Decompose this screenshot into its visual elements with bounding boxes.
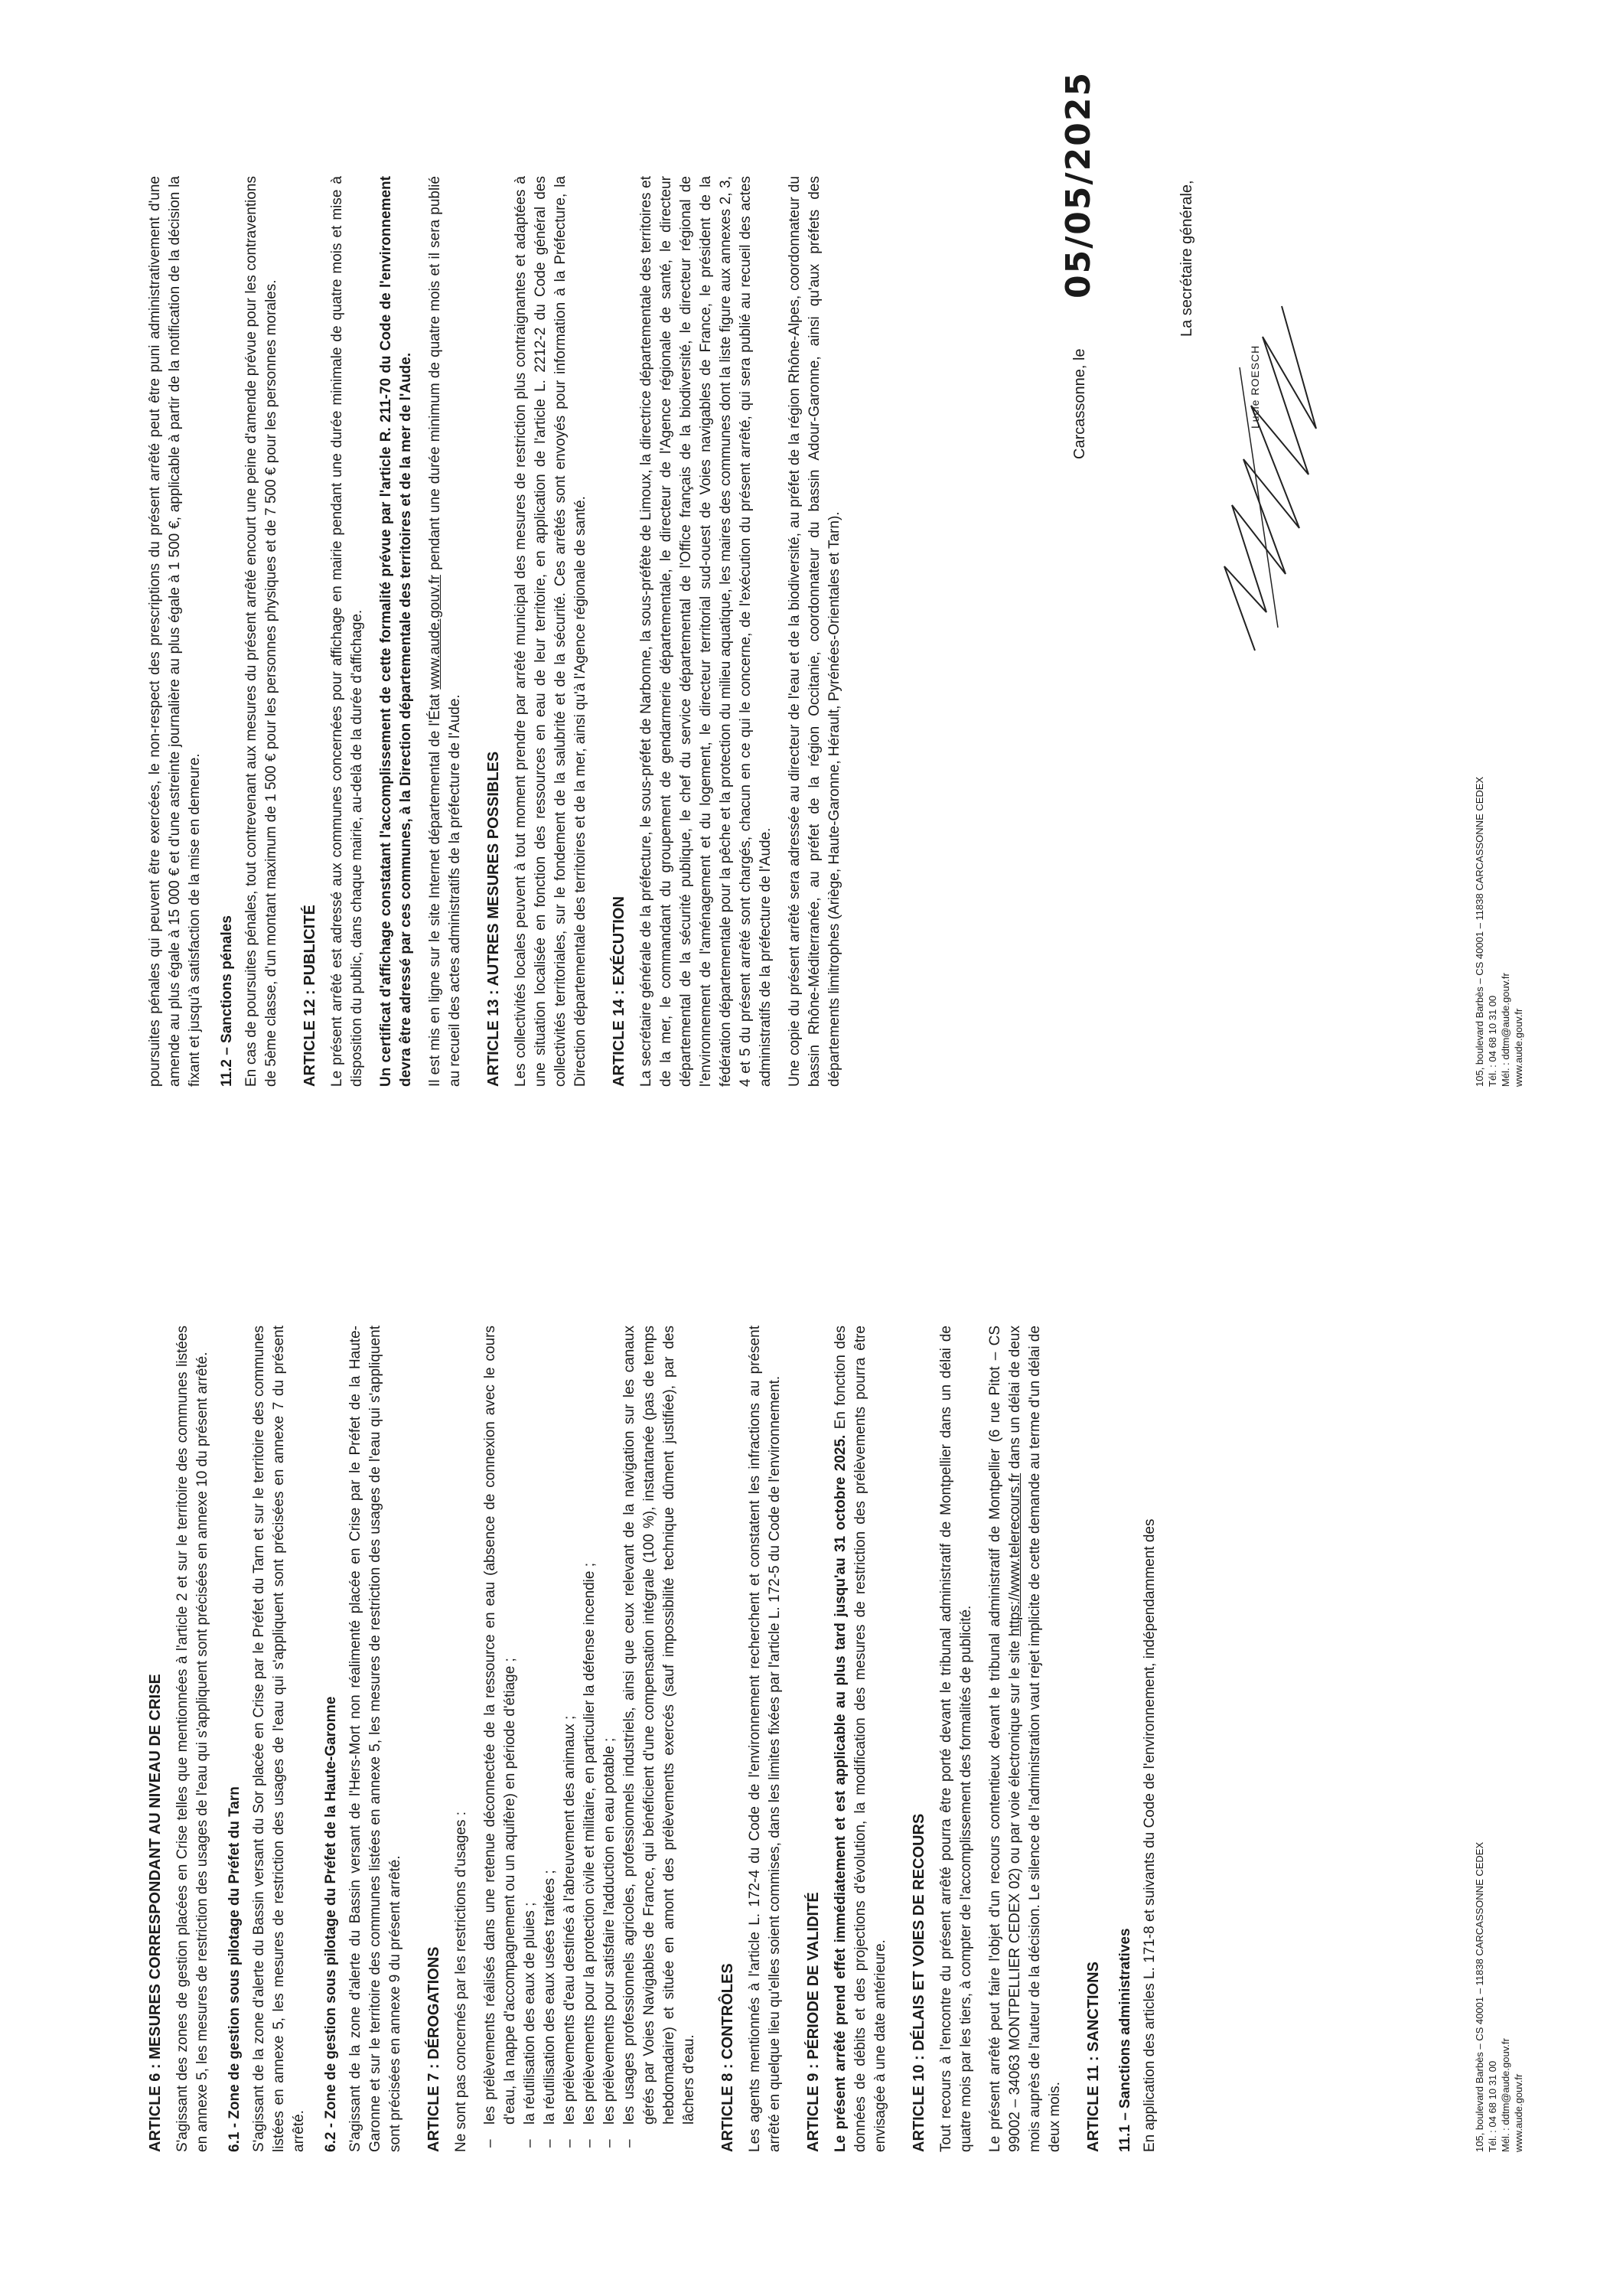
- right-column: [145, 176, 854, 1087]
- article-7-intro: Ne sont pas concernés par les restrictions d'usages :: [453, 1811, 469, 2152]
- footer-website-line: www.aude.gouv.fr: [1513, 1008, 1524, 1087]
- article-10-para-2-end: dans un délai de deux mois auprès de l'auteur de la décision. Le silence de l'administration vaut rejet implicite de cette demande au terme d'un délai de deux mois.: [1007, 1326, 1063, 2152]
- footer-email-line: Mél. : ddtm@aude.gouv.fr: [1500, 973, 1511, 1087]
- article-6-2-text: S'agissant de la zone d'alerte du Bassin versant de l'Hers-Mort non réalimenté placée en Crise par le Préfet de la Haute-Garonne et sur le territoire des communes listées en annexe 5, les mesures de restriction des usages de l'eau qui s'appliquent sont précisées en annexe 9 du présent arrêté.: [347, 1326, 403, 2152]
- article-11-title: ARTICLE 11 : SANCTIONS: [1085, 1962, 1102, 2152]
- list-item: – les prélèvements réalisés dans une retenue déconnectée de la ressource en eau (absence de connexion avec le cours d'eau, la nappe d'accompagnement ou un aquifère) en période d'étiage ;: [481, 1326, 520, 2125]
- article-9-detail: En fonction des données de débits et des projections d'évolution, la modification des mesures de restriction des prélèvements pourra être envisagée à une date antérieure.: [833, 1326, 888, 2152]
- article-10-title: ARTICLE 10 : DÉLAIS ET VOIES DE RECOURS: [911, 1813, 927, 2152]
- article-13-title: ARTICLE 13 : AUTRES MESURES POSSIBLES: [485, 751, 502, 1087]
- article-11-1-continuation: poursuites pénales qui peuvent être exercées, le non-respect des prescriptions du présent arrêté peut être puni administrativement d'une amende au plus égale à 15 000 € et d'une astreinte journalière au plus égale à 1 500 €, applicable à partir de la notification de la décision la fixant et jusqu'à satisfaction de la mise en demeure.: [147, 176, 203, 1087]
- derogations-list: [481, 1326, 699, 2152]
- article-9-bold: Le présent arrêté prend effet immédiatement et est applicable au plus tard jusqu'au 31 octobre 2025.: [833, 1434, 849, 2152]
- article-11-1-text: En application des articles L. 171-8 et suivants du Code de l'environnement, indépendamment des: [1142, 1518, 1158, 2152]
- footer-phone-line: Tél. : 04 68 10 31 00: [1487, 2060, 1498, 2152]
- article-14-title: ARTICLE 14 : EXÉCUTION: [611, 896, 627, 1087]
- article-6-2-title: 6.2 - Zone de gestion sous pilotage du Préfet de la Haute-Garonne: [323, 1696, 339, 2152]
- article-9-text: [831, 1326, 891, 2152]
- signature-place: Carcassonne, le: [1071, 348, 1088, 459]
- aude-gouv-link[interactable]: www.aude.gouv.fr: [427, 575, 443, 690]
- list-item: – la réutilisation des eaux usées traitées ;: [540, 1326, 560, 2125]
- list-item: – les prélèvements pour la protection civile et militaire, en particulier la défense incendie ;: [580, 1326, 600, 2125]
- article-14-para-1: La secrétaire générale de la préfecture, le sous-préfet de Narbonne, la sous-préfète de Limoux, la directrice départementale des territoires et de la mer, le commandant du groupement de gendarmerie départementale, le directeur de l'Agence régionale de santé, le directeur départemental de la sécurité publique, le chef du service départemental de l'Office français de la biodiversité, le directeur régional de l'environnement de l'aménagement et du logement, le directeur territorial sud-ouest de Voies navigables de France, le président de la fédération départementale pour la pêche et la protection du milieu aquatique, les maires des communes dont la liste figure aux annexes 2, 3, 4 et 5 du présent arrêté sont chargés, chacun en ce qui le concerne, de l'exécution du présent arrêté, qui sera publié au recueil des actes administratifs de la préfecture de l'Aude.: [638, 176, 774, 1087]
- article-6-title: ARTICLE 6 : MESURES CORRESPONDANT AU NIVEAU DE CRISE: [147, 1674, 164, 2152]
- article-9-title: ARTICLE 9 : PÉRIODE DE VALIDITÉ: [805, 1892, 822, 2152]
- signatory-name: Lucie ROESCH: [1249, 344, 1261, 429]
- article-8-text: Les agents mentionnés à l'article L. 172-4 du Code de l'environnement recherchent et constatent les infractions au présent arrêté en quelque lieu qu'elles soient commises, dans les limites fixées par l'article L. 172-5 du Code de l'environnement.: [747, 1326, 783, 2152]
- article-11-2-title: 11.2 – Sanctions pénales: [219, 915, 235, 1087]
- footer-website-line: www.aude.gouv.fr: [1513, 2073, 1524, 2152]
- footer-address-line: 105, boulevard Barbès – CS 40001 – 11838 CARCASSONNE CEDEX: [1474, 776, 1485, 1087]
- footer-phone-line: Tél. : 04 68 10 31 00: [1487, 995, 1498, 1087]
- article-12-para-3-start: Il est mis en ligne sur le site Internet départemental de l'État: [427, 689, 443, 1087]
- article-6-1-text: S'agissant de la zone d'alerte du Bassin versant du Sor placée en Crise par le Préfet du Tarn et sur le territoire des communes listées en annexe 5, les mesures de restriction des usages de l'eau qui s'appliquent sont précisées en annexe 7 du présent arrêté.: [251, 1326, 307, 2152]
- list-item: – les usages professionnels agricoles, professionnels industriels, ainsi que ceux relevant de la navigation sur les canaux gérés par Voies Navigables de France, qui bénéficient d'une compensation intégrale (100 %), instantanée (pas de temps hebdomadaire) et située en amont des prélèvements exercés (sauf impossibilité technique dûment justifiée), par des lâchers d'eau.: [620, 1326, 699, 2125]
- article-13-text: Les collectivités locales peuvent à tout moment prendre par arrêté municipal des mesures de restriction plus contraignantes et adaptées à une situation localisée en fonction des ressources en eau de leur territoire, en application de l'article L. 2212-2 du Code général des collectivités territoriales, sur le fondement de la salubrité et de la sécurité. Ces arrêtés sont envoyés pour information à la Préfecture, la Direction départementale des territoires et de la mer, ainsi qu'à l'Agence régionale de santé.: [513, 176, 588, 1087]
- article-12-para-3-end: pendant une durée minimum de quatre mois et il sera publié au recueil des actes administratifs de la préfecture de l'Aude.: [427, 176, 463, 1087]
- article-14-para-2: Une copie du présent arrêté sera adressée au directeur de l'eau et de la biodiversité, au préfet de la région Rhône-Alpes, coordonnateur du bassin Rhône-Méditerranée, au préfet de la région Occitanie, coordonnateur du bassin Adour-Garonne, ainsi qu'aux préfets des départements limitrophes (Ariège, Haute-Garonne, Hérault, Pyrénées-Orientales et Tarn).: [787, 176, 842, 1087]
- list-item: – les prélèvements d'eau destinés à l'abreuvement des animaux ;: [560, 1326, 580, 2125]
- list-item: – la réutilisation des eaux de pluies ;: [520, 1326, 540, 2125]
- article-11-2-text: En cas de poursuites pénales, tout contrevenant aux mesures du présent arrêté encourt une peine d'amende prévue pour les contraventions de 5ème classe, d'un montant maximum de 1 500 € pour les personnes physiques et de 7 500 € pour les personnes morales.: [243, 176, 279, 1087]
- footer-address-left: [1473, 1842, 1525, 2152]
- signature-date: 05/05/2025: [1059, 70, 1098, 298]
- signatory-title: La secrétaire générale,: [1178, 180, 1195, 337]
- article-12-para-2: Un certificat d'affichage constatant l'accomplissement de cette formalité prévue par l'article R. 211-70 du Code de l'environnement devra être adressé par ces communes, à la Direction départementale des territoires et de la mer de l'Aude.: [378, 176, 414, 1087]
- telerecours-link[interactable]: https://www.telerecours.fr: [1007, 1473, 1023, 1637]
- article-7-title: ARTICLE 7 : DÉROGATIONS: [425, 1946, 442, 2152]
- left-column: [145, 1326, 1169, 2152]
- footer-address-line: 105, boulevard Barbès – CS 40001 – 11838 CARCASSONNE CEDEX: [1474, 1841, 1485, 2152]
- list-item: – les prélèvements pour satisfaire l'adduction en eau potable ;: [600, 1326, 620, 2125]
- article-10-para-2: [986, 1326, 1065, 2152]
- handwritten-signature: [1209, 298, 1324, 658]
- article-8-title: ARTICLE 8 : CONTRÔLES: [719, 1963, 736, 2152]
- article-12-para-1: Le présent arrêté est adressé aux communes concernées pour affichage en mairie pendant une durée minimale de quatre mois et mise à disposition du public, dans chaque mairie, au-delà de la durée d'affichage.: [329, 176, 365, 1087]
- article-10-para-2-start: Le présent arrêté peut faire l'objet d'un recours contentieux devant le tribunal administratif de Montpellier (6 rue Pitot – CS 99002 – 34063 MONTPELLIER CEDEX 02) ou par voie électronique sur le site: [987, 1326, 1023, 2152]
- article-11-1-title: 11.1 – Sanctions administratives: [1117, 1928, 1133, 2152]
- article-12-para-3: [425, 176, 465, 1087]
- footer-address-right: [1473, 777, 1525, 1087]
- footer-email-line: Mél. : ddtm@aude.gouv.fr: [1500, 2038, 1511, 2152]
- article-6-1-title: 6.1 - Zone de gestion sous pilotage du Préfet du Tarn: [227, 1786, 243, 2152]
- article-12-title: ARTICLE 12 : PUBLICITÉ: [301, 905, 318, 1087]
- article-10-para-1: Tout recours à l'encontre du présent arrêté pourra être porté devant le tribunal administratif de Montpellier dans un délai de quatre mois par les tiers, à compter de l'accomplissement des formalités de publicité.: [938, 1326, 974, 2152]
- article-6-text: S'agissant des zones de gestion placées en Crise telles que mentionnées à l'article 2 et sur le territoire des communes listées en annexe 5, les mesures de restriction des usages de l'eau qui s'appliquent sont précisées en annexe 10 du présent arrêté.: [174, 1326, 210, 2152]
